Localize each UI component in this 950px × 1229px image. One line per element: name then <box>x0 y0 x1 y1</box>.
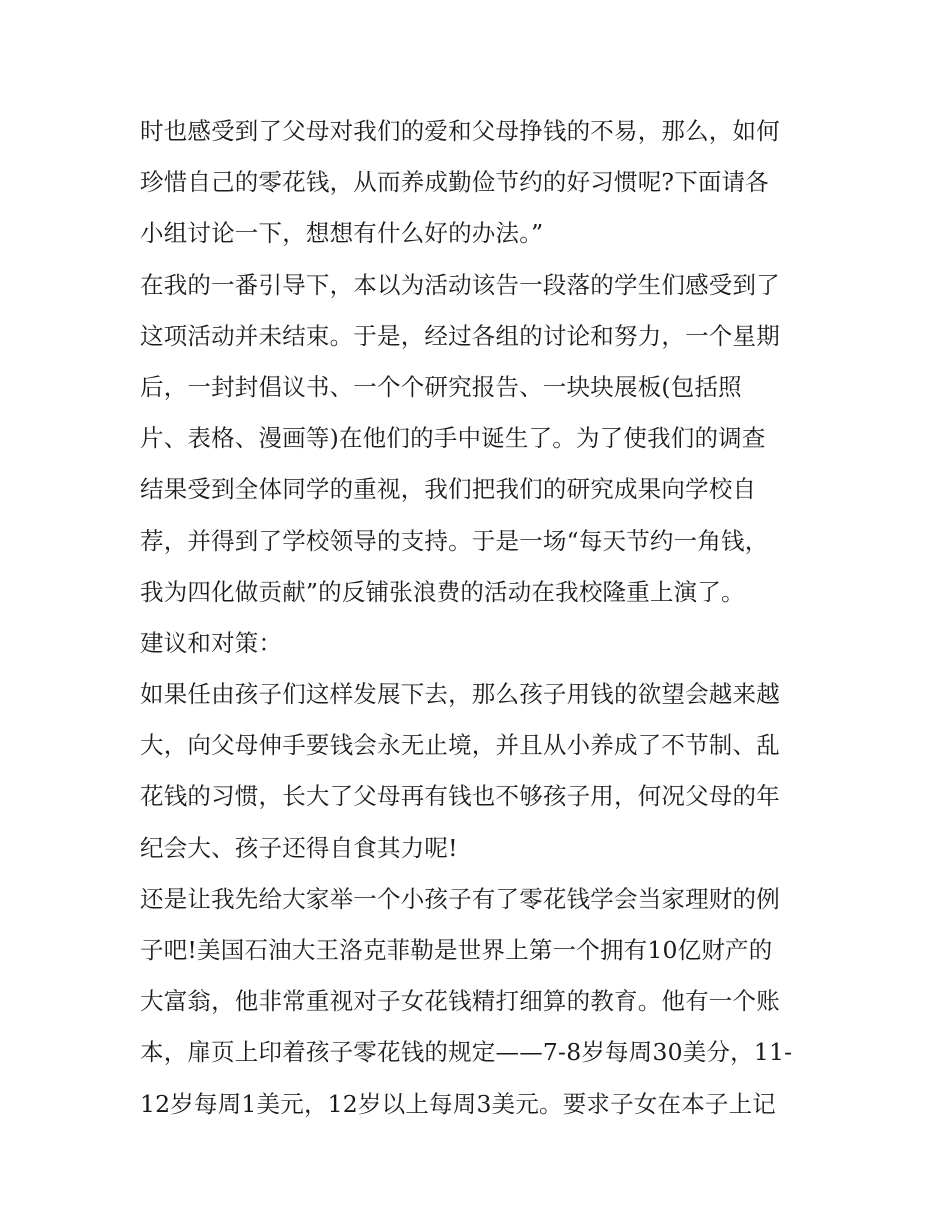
text-line: 如果任由孩子们这样发展下去，那么孩子用钱的欲望会越来越 <box>140 680 780 709</box>
text-line: 我为四化做贡献”的反铺张浪费的活动在我校隆重上演了。 <box>140 577 745 606</box>
text-line: 本，扉页上印着孩子零花钱的规定——7-8岁每周30美分，11- <box>140 1038 793 1067</box>
text-line: 这项活动并未结束。于是，经过各组的讨论和努力，一个星期 <box>140 321 780 350</box>
text-line: 在我的一番引导下，本以为活动该告一段落的学生们感受到了 <box>140 270 780 299</box>
text-line: 子吧!美国石油大王洛克菲勒是世界上第一个拥有10亿财产的 <box>140 936 773 964</box>
text-line: 大富翁，他非常重视对子女花钱精打细算的教育。他有一个账 <box>140 987 780 1016</box>
text-line: 小组讨论一下，想想有什么好的办法。” <box>140 219 544 248</box>
text-line: 珍惜自己的零花钱，从而养成勤俭节约的好习惯呢?下面请各 <box>140 168 769 197</box>
section-heading: 建议和对策： <box>140 628 283 657</box>
text-line: 大，向父母伸手要钱会永无止境，并且从小养成了不节制、乱 <box>140 731 780 760</box>
text-line: 花钱的习惯，长大了父母再有钱也不够孩子用，何况父母的年 <box>140 782 780 811</box>
document-body <box>140 106 820 1130</box>
text-line: 结果受到全体同学的重视，我们把我们的研究成果向学校自 <box>140 475 757 504</box>
text-line: 纪会大、孩子还得自食其力呢! <box>140 833 458 862</box>
text-line: 荐，并得到了学校领导的支持。于是一场“每天节约一角钱， <box>140 526 769 555</box>
text-line: 后，一封封倡议书、一个个研究报告、一块块展板(包括照 <box>140 372 742 401</box>
text-line: 片、表格、漫画等)在他们的手中诞生了。为了使我们的调查 <box>140 424 766 453</box>
text-line: 12岁每周1美元，12岁以上每周3美元。要求子女在本子上记 <box>140 1089 777 1118</box>
text-line: 时也感受到了父母对我们的爱和父母挣钱的不易，那么，如何 <box>140 117 780 145</box>
text-line: 还是让我先给大家举一个小孩子有了零花钱学会当家理财的例 <box>140 884 780 913</box>
